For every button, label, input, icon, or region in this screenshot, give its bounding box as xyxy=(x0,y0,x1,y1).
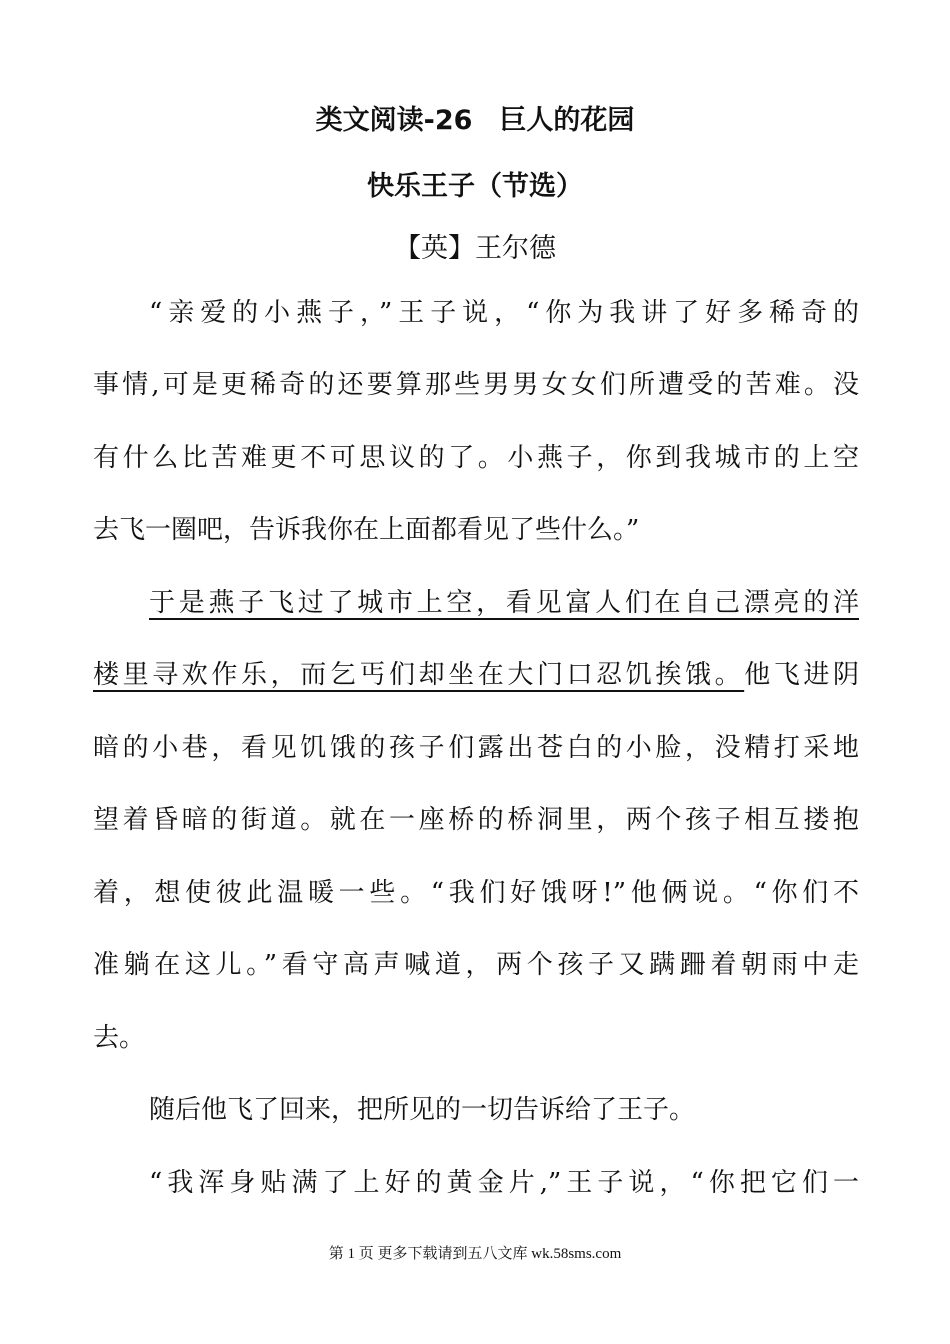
page-title: 类文阅读-26 巨人的花园 xyxy=(315,105,635,136)
story-title: 快乐王子（节选） xyxy=(367,171,583,202)
text-run: 他飞进阴 xyxy=(744,660,859,690)
text-line: 望着昏暗的街道。就在一座桥的桥洞里，两个孩子相互搂抱 xyxy=(93,805,859,835)
text-line: 准躺在这儿。”看守高声喊道，两个孩子又蹒跚着朝雨中走 xyxy=(93,950,859,980)
text-line: 着，想使彼此温暖一些。“我们好饿呀!”他俩说。“你们不 xyxy=(93,878,859,908)
text-line: “亲爱的小燕子，”王子说，“你为我讲了好多稀奇的 xyxy=(149,298,859,328)
text-line: 有什么比苦难更不可思议的了。小燕子，你到我城市的上空 xyxy=(93,443,859,473)
text-line: 去。 xyxy=(93,1023,146,1053)
text-line-underlined xyxy=(149,586,859,620)
text-line xyxy=(93,658,859,692)
underlined-sentence-part: 楼里寻欢作乐，而乞丐们却坐在大门口忍饥挨饿。 xyxy=(93,660,745,690)
text-line: 暗的小巷，看见饥饿的孩子们露出苍白的小脸，没精打采地 xyxy=(93,733,859,763)
text-line: 随后他飞了回来，把所见的一切告诉给了王子。 xyxy=(149,1095,696,1125)
author-line: 【英】王尔德 xyxy=(394,233,556,264)
underlined-sentence-part: 于是燕子飞过了城市上空，看见富人们在自己漂亮的洋 xyxy=(149,588,859,618)
page-footer: 第 1 页 更多下载请到五八文库 wk.58sms.com xyxy=(328,1246,622,1262)
text-line: “我浑身贴满了上好的黄金片,”王子说，“你把它们一 xyxy=(149,1168,859,1198)
text-line: 事情,可是更稀奇的还要算那些男男女女们所遭受的苦难。没 xyxy=(93,370,859,400)
text-line: 去飞一圈吧，告诉我你在上面都看见了些什么。” xyxy=(93,515,640,545)
